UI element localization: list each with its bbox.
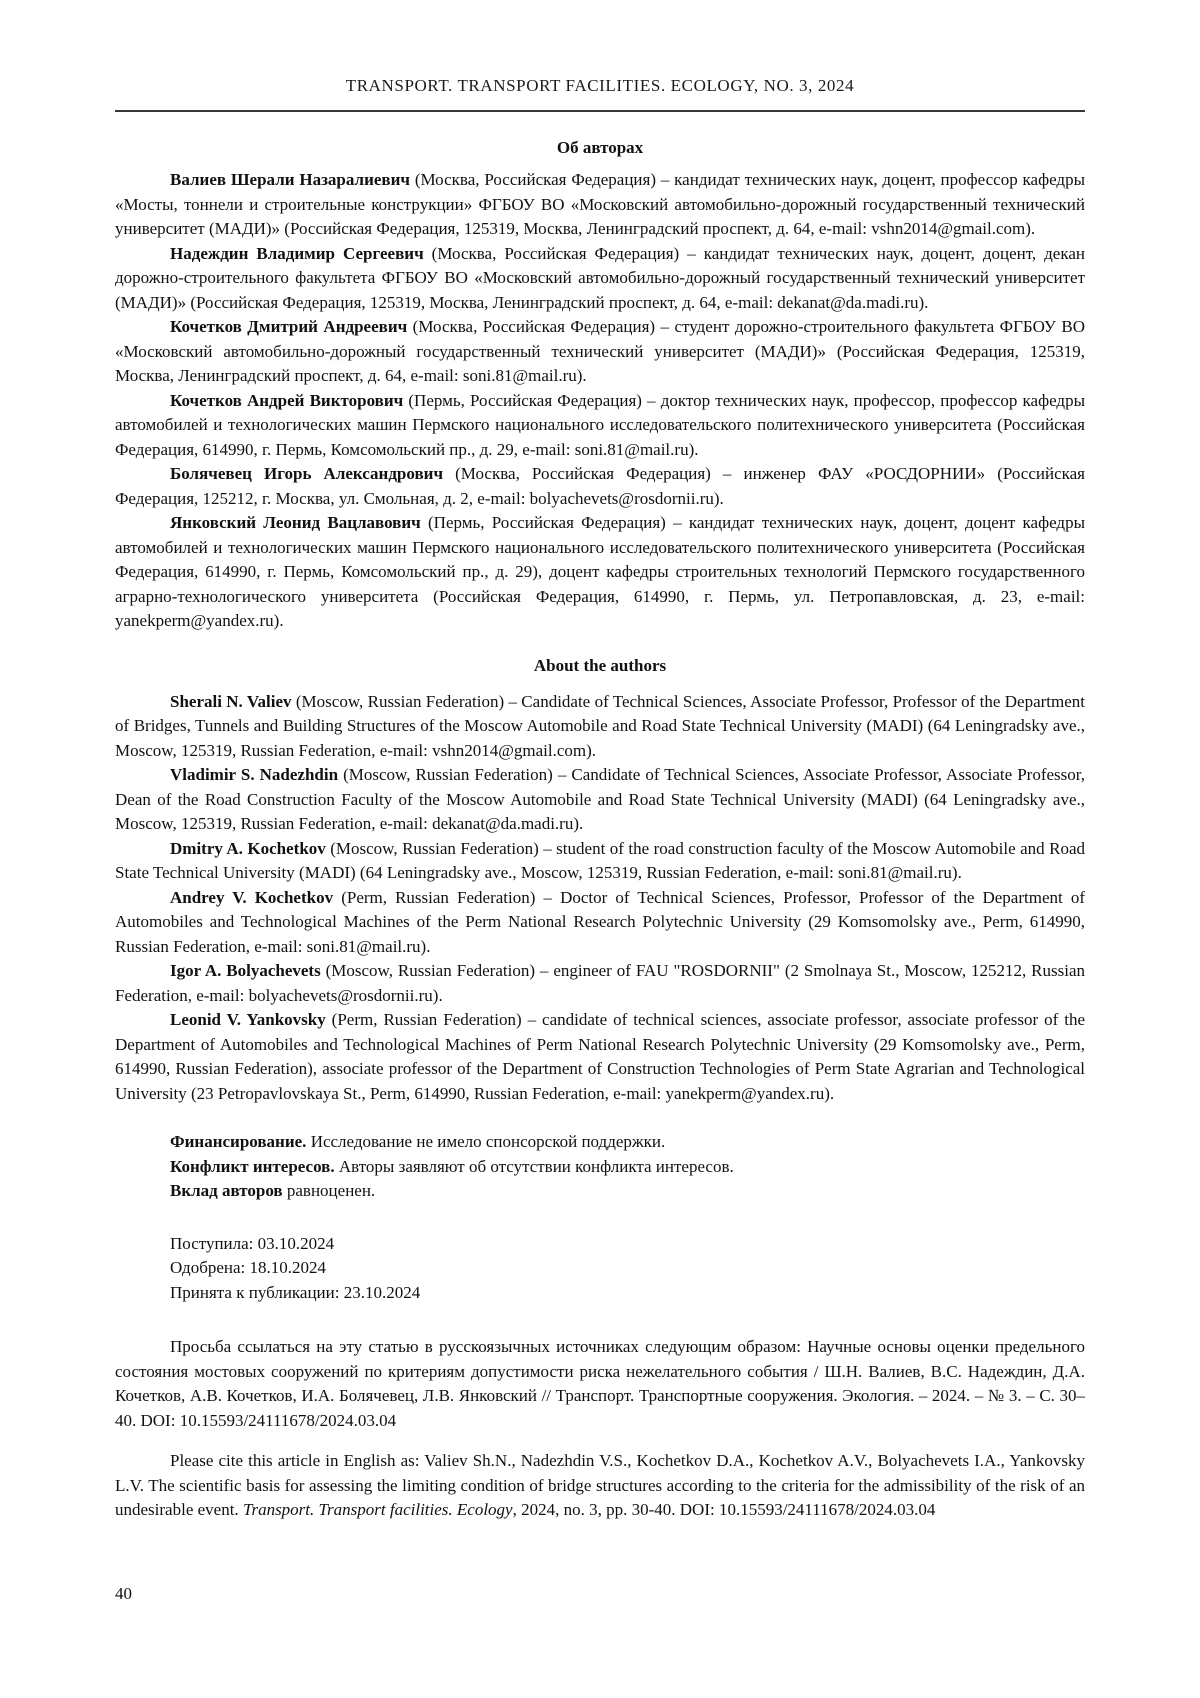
- section-heading-ru: Об авторах: [556, 138, 644, 157]
- contribution-label: Вклад авторов: [170, 1181, 283, 1200]
- dates-block: [115, 1232, 1085, 1306]
- author-paragraph-en-kochetkov-a: [115, 886, 1085, 960]
- author-info-ru: (Пермь, Российская Федерация) – кандидат технических наук, доцент, доцент кафедры автомобилей и технологических машин Пермского национального исследовательского политехнического университета (Российская Федерация, 614990, г. Пермь, Комсомольский пр., д. 29), доцент кафедры строительных технологий Пермского государственного аграрно-технологического университета (Российская Федерация, 614990, г. Пермь, ул. Петропавловская, д. 23, e-mail: yanekperm@yandex.ru).: [115, 513, 1085, 630]
- citation-en-text: Please cite this article in English as: Valiev Sh.N., Nadezhdin V.S., Kochetkov D.A., Kochetkov A.V., Bolyachevets I.A., Yankovsky L.V. The scientific basis for assessing the limiting condition of bridge structures according to the criteria for the admissibility of the risk of an undesirable event.: [115, 1451, 1085, 1519]
- author-paragraph-ru-kochetkov-a: [115, 389, 1085, 463]
- author-name-ru: Валиев Шерали Назаралиевич: [170, 170, 410, 189]
- author-paragraph-en-yankovsky: [115, 1008, 1085, 1106]
- author-info-en: (Moscow, Russian Federation) – engineer of FAU "ROSDORNII" (2 Smolnaya St., Moscow, 125212, Russian Federation, e-mail: bolyachevets@rosdornii.ru).: [115, 961, 1085, 1005]
- citation-en-tail: , 2024, no. 3, pp. 30-40. DOI: 10.15593/24111678/2024.03.04: [512, 1500, 936, 1519]
- conflict-line: [115, 1155, 1085, 1180]
- author-paragraph-en-bolyachevets: [115, 959, 1085, 1008]
- funding-line: [115, 1130, 1085, 1155]
- header-rule: [115, 110, 1085, 112]
- author-info-ru: (Москва, Российская Федерация) – кандидат технических наук, доцент, доцент, декан дорожно-строительного факультета ФГБОУ ВО «Московский автомобильно-дорожный государственный технический университет (МАДИ)» (Российская Федерация, 125319, Москва, Ленинградский проспект, д. 64, e-mail: dekanat@da.madi.ru).: [115, 243, 1085, 312]
- author-info-ru: (Москва, Российская Федерация) – инженер ФАУ «РОСДОРНИИ» (Российская Федерация, 125212, г. Москва, ул. Смольная, д. 2, e-mail: bolyachevets@rosdornii.ru).: [115, 464, 1086, 508]
- author-paragraph-ru-nadezhdin: [115, 242, 1085, 316]
- author-paragraph-en-valiev: [115, 690, 1085, 764]
- date-accepted: Принята к публикации: 23.10.2024: [170, 1282, 421, 1302]
- author-info-ru: (Москва, Российская Федерация) – кандидат технических наук, доцент, профессор кафедры «Мосты, тоннели и строительные конструкции» ФГБОУ ВО «Московский автомобильно-дорожный государственный технический университет (МАДИ)» (Российская Федерация, 125319, Москва, Ленинградский проспект, д. 64, e-mail: vshn2014@gmail.com).: [115, 170, 1086, 238]
- date-received: Поступила: 03.10.2024: [170, 1233, 335, 1253]
- author-paragraph-en-nadezhdin: [115, 763, 1085, 837]
- author-name-ru: Надеждин Владимир Сергеевич: [170, 243, 424, 263]
- author-info-ru: (Москва, Российская Федерация) – студент дорожно-строительного факультета ФГБОУ ВО «Московский автомобильно-дорожный государственный технический университет (МАДИ)» (Российская Федерация, 125319, Москва, Ленинградский проспект, д. 64, e-mail: soni.81@mail.ru).: [115, 317, 1085, 385]
- funding-label: Финансирование.: [170, 1132, 307, 1151]
- page-number: 40: [115, 1584, 132, 1603]
- author-name-en: Vladimir S. Nadezhdin: [170, 765, 339, 784]
- author-paragraph-ru-bolyachevets: [115, 462, 1085, 511]
- author-paragraph-ru-yankovsky: [115, 511, 1085, 634]
- author-info-ru: (Пермь, Российская Федерация) – доктор технических наук, профессор, профессор кафедры автомобилей и технологических машин Пермского национального исследовательского политехнического университета (Российская Федерация, 614990, г. Пермь, Комсомольский пр., д. 29, e-mail: soni.81@mail.ru).: [115, 390, 1086, 459]
- author-paragraph-en-kochetkov-d: [115, 837, 1085, 886]
- date-approved: Одобрена: 18.10.2024: [170, 1258, 327, 1277]
- citation-en-journal: Transport. Transport facilities. Ecology: [242, 1500, 513, 1519]
- author-info-en: (Perm, Russian Federation) – candidate of technical sciences, associate professor, associate professor of the Department of Automobiles and Technological Machines of Perm National Research Polytechnic University (29 Komsomolsky ave., Perm, 614990, Russian Federation), associate professor of the Department of Construction Technologies of Perm State Agrarian and Technological University (23 Petropavlovskaya St., Perm, 614990, Russian Federation, e-mail: yanekperm@yandex.ru).: [115, 1010, 1085, 1103]
- author-paragraph-ru-valiev: [115, 168, 1085, 242]
- funding-text: Исследование не имело спонсорской поддержки.: [306, 1132, 666, 1151]
- author-info-en: (Moscow, Russian Federation) – Candidate of Technical Sciences, Associate Professor, Associate Professor, Dean of the Road Construction Faculty of the Moscow Automobile and Road State Technical University (MADI) (64 Leningradsky ave., Moscow, 125319, Russian Federation, e-mail: dekanat@da.madi.ru).: [115, 765, 1085, 833]
- conflict-label: Конфликт интересов.: [170, 1156, 335, 1176]
- meta-block: [115, 1130, 1085, 1204]
- author-info-en: (Moscow, Russian Federation) – student of the road construction faculty of the Moscow Automobile and Road State Technical University (MADI) (64 Leningradsky ave., Moscow, 125319, Russian Federation, e-mail: soni.81@mail.ru).: [115, 838, 1085, 882]
- author-name-en: Leonid V. Yankovsky: [170, 1010, 326, 1029]
- author-info-en: (Moscow, Russian Federation) – Candidate of Technical Sciences, Associate Professor, Professor of the Department of Bridges, Tunnels and Building Structures of the Moscow Automobile and Road State Technical University (MADI) (64 Leningradsky ave., Moscow, 125319, Russian Federation, e-mail: vshn2014@gmail.com).: [115, 691, 1086, 760]
- author-paragraph-ru-kochetkov-d: [115, 315, 1085, 389]
- contribution-text: равноценен.: [282, 1181, 376, 1200]
- section-heading-en: About the authors: [533, 655, 667, 675]
- author-name-en: Igor A. Bolyachevets: [170, 961, 321, 980]
- author-info-en: (Perm, Russian Federation) – Doctor of Technical Sciences, Professor, Professor of the Department of Automobiles and Technological Machines of the Perm National Research Polytechnic University (29 Komsomolsky ave., Perm, 614990, Russian Federation, e-mail: soni.81@mail.ru).: [115, 887, 1085, 956]
- author-name-ru: Янковский Леонид Вацлавович: [170, 513, 421, 532]
- author-name-ru: Болячевец Игорь Александрович: [170, 464, 444, 483]
- author-name-ru: Кочетков Андрей Викторович: [170, 390, 404, 410]
- journal-header: TRANSPORT. TRANSPORT FACILITIES. ECOLOGY, NO. 3, 2024: [345, 76, 855, 95]
- author-name-en: Sherali N. Valiev: [170, 691, 292, 711]
- citation-en: [115, 1449, 1085, 1523]
- conflict-text: Авторы заявляют об отсутствии конфликта интересов.: [334, 1156, 734, 1176]
- contribution-line: [115, 1179, 1085, 1204]
- author-name-ru: Кочетков Дмитрий Андреевич: [170, 317, 408, 336]
- citation-ru: Просьба ссылаться на эту статью в русскоязычных источниках следующим образом: Научные основы оценки предельного состояния мостовых сооружений по критериям допустимости риска нежелательного события / Ш.Н. Валиев, В.С. Надеждин, Д.А. Кочетков, А.В. Кочетков, И.А. Болячевец, Л.В. Янковский // Транспорт. Транспортные сооружения. Экология. – 2024. – № 3. – С. 30–40. DOI: 10.15593/24111678/2024.03.04: [115, 1337, 1085, 1430]
- author-name-en: Andrey V. Kochetkov: [170, 887, 334, 907]
- author-name-en: Dmitry A. Kochetkov: [170, 838, 326, 858]
